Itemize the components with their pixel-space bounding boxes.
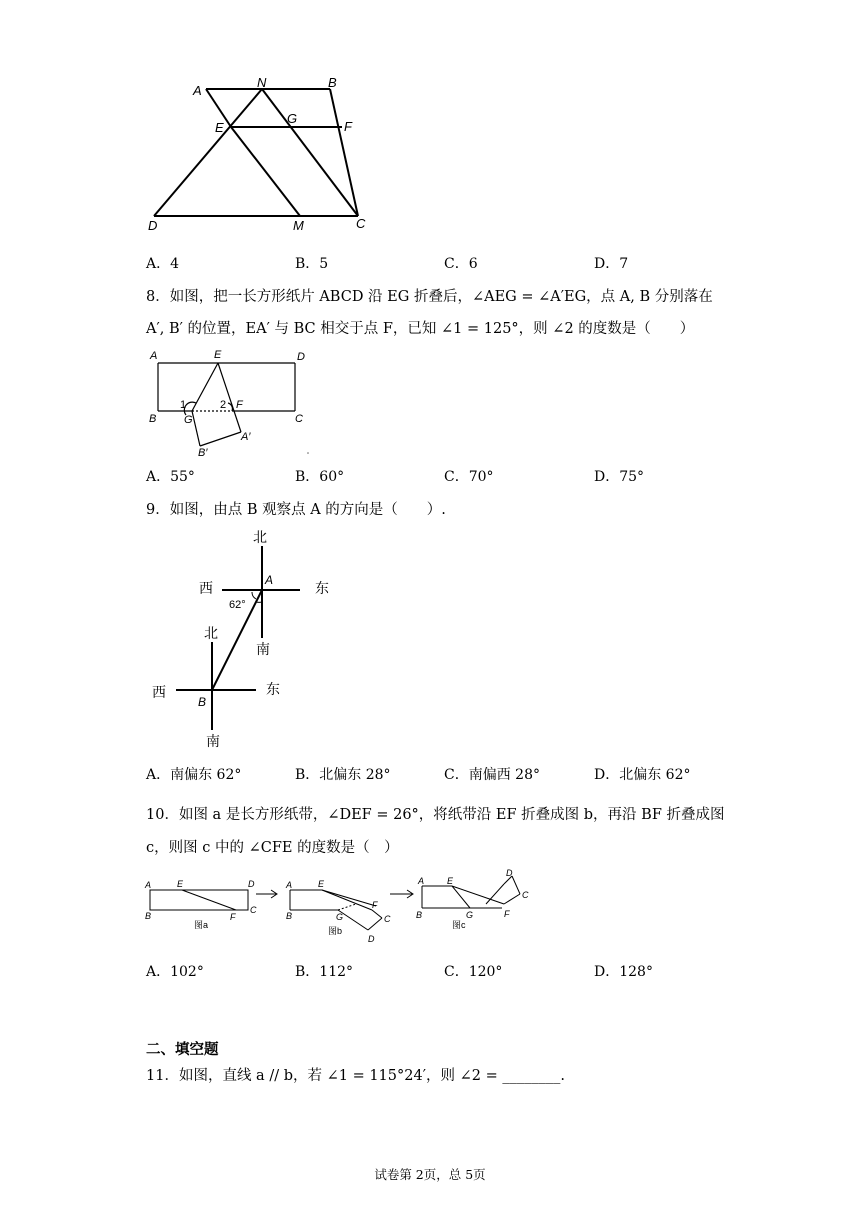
q8-option-c: C．70°	[444, 469, 494, 485]
fig7-label-e: E	[215, 120, 224, 135]
fig10c-label-f: F	[504, 909, 510, 919]
figure-q7-trapezoid	[140, 70, 380, 240]
q10-text-line1: 10．如图 a 是长方形纸带，∠DEF = 26°，将纸带沿 EF 折叠成图 b，再沿 BF 折叠成图	[146, 807, 725, 823]
fig10-caption-c: 图c	[452, 920, 466, 930]
fig8-label-b: B	[149, 413, 157, 425]
fig10b-label-a: A	[286, 880, 293, 890]
q9-option-c: C．南偏西 28°	[444, 767, 540, 783]
fig7-label-b: B	[328, 75, 337, 90]
fig9-angle-label: 62°	[229, 599, 246, 611]
fig8-label-a: A	[150, 350, 158, 362]
fig10c-label-g: G	[466, 910, 474, 920]
fig10a-label-b: B	[145, 911, 152, 921]
fig9-label-north-b: 北	[204, 625, 218, 641]
fig10c-label-e: E	[447, 876, 454, 886]
section-heading-fill-in: 二、填空题	[146, 1041, 219, 1058]
q7-option-c: C．6	[444, 256, 478, 272]
q10-text-line2: c，则图 c 中的 ∠CFE 的度数是（ ）	[146, 840, 399, 856]
fig8-label-d: D	[297, 351, 305, 363]
fig9-label-east-a: 东	[315, 580, 329, 596]
fig10b-label-f: F	[372, 900, 378, 910]
q8-text-line2: A′, B′ 的位置，EA′ 与 BC 相交于点 F，已知 ∠1 = 125°，则 ∠2 的度数是（ ）	[146, 321, 695, 337]
fig10b-label-c: C	[384, 914, 391, 924]
fig8-label-c: C	[295, 413, 303, 425]
fig8-label-b-prime: B′	[198, 447, 208, 459]
fig10-caption-b: 图b	[328, 926, 343, 936]
fig8-label-f: F	[236, 399, 243, 411]
q8-option-a: A．55°	[146, 469, 195, 485]
fig10b-label-g: G	[336, 912, 344, 922]
q9-option-a: A．南偏东 62°	[146, 767, 242, 783]
fig10a-label-d: D	[248, 879, 255, 889]
fig9-label-east-b: 东	[266, 681, 280, 697]
fig7-label-c: C	[356, 216, 366, 231]
fig7-label-m: M	[293, 218, 304, 233]
figure-q9-direction	[140, 522, 360, 752]
q7-option-a: A．4	[146, 256, 180, 272]
q10-option-d: D．128°	[594, 964, 653, 980]
q9-option-b: B．北偏东 28°	[295, 767, 391, 783]
fig8-label-e: E	[214, 349, 222, 361]
q10-option-a: A．102°	[146, 964, 204, 980]
fig9-label-west-b: 西	[152, 684, 166, 700]
fig8-label-g: G	[184, 414, 193, 426]
fig10a-label-e: E	[177, 879, 184, 889]
fig7-label-d: D	[148, 218, 158, 233]
fig10b-label-b: B	[286, 911, 293, 921]
q11-text: 11．如图，直线 a // b，若 ∠1 = 115°24′，则 ∠2 = ________.	[146, 1068, 565, 1084]
fig10c-label-c: C	[522, 890, 529, 900]
q9-text: 9．如图，由点 B 观察点 A 的方向是（ ）.	[146, 502, 446, 518]
q10-option-c: C．120°	[444, 964, 503, 980]
fig7-label-a: A	[193, 83, 202, 98]
q7-option-d: D．7	[594, 256, 629, 272]
fig10c-label-d: D	[506, 868, 513, 878]
figure-q10-folding	[140, 868, 560, 948]
fig10a-label-f: F	[230, 912, 236, 922]
q7-option-b: B．5	[295, 256, 329, 272]
fig7-label-n: N	[257, 75, 267, 90]
q9-option-d: D．北偏东 62°	[594, 767, 691, 783]
fig10b-label-e: E	[318, 879, 325, 889]
fig10c-label-b: B	[416, 910, 423, 920]
q8-option-b: B．60°	[295, 469, 345, 485]
q10-option-b: B．112°	[295, 964, 354, 980]
fig9-label-west-a: 西	[199, 580, 213, 596]
fig10a-label-a: A	[145, 880, 152, 890]
figure-q8-folded-rectangle	[140, 345, 320, 460]
fig8-label-angle1: 1	[180, 399, 187, 411]
fig10c-label-a: A	[418, 876, 425, 886]
fig7-label-f: F	[344, 119, 352, 134]
fig10a-label-c: C	[250, 905, 257, 915]
fig8-label-a-prime: A′	[241, 431, 251, 443]
fig9-label-south-a: 南	[256, 641, 270, 657]
fig9-label-north-a: 北	[253, 529, 267, 545]
fig9-label-b: B	[198, 695, 207, 709]
fig7-label-g: G	[287, 111, 298, 126]
fig8-label-angle2: 2	[220, 399, 227, 411]
page-footer: 试卷第 2页，总 5页	[374, 1167, 486, 1182]
fig10-caption-a: 图a	[194, 920, 209, 930]
q8-text-line1: 8．如图，把一长方形纸片 ABCD 沿 EG 折叠后，∠AEG = ∠A′EG，点 A, B 分别落在	[146, 289, 713, 305]
fig10b-label-d: D	[368, 934, 375, 944]
fig9-label-south-b: 南	[206, 733, 220, 749]
q8-option-d: D．75°	[594, 469, 645, 485]
fig9-label-a: A	[265, 573, 274, 587]
